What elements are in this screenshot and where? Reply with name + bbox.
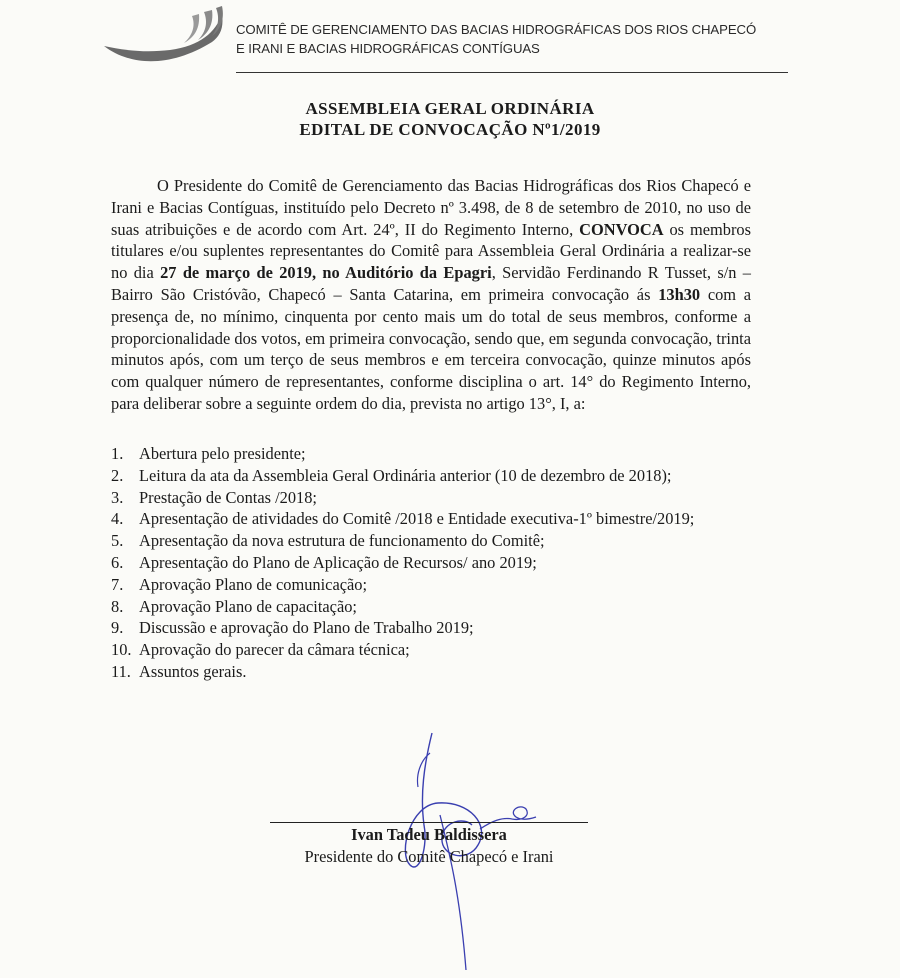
list-item: 3. Prestação de Contas /2018; bbox=[111, 487, 317, 507]
swoosh-logo-icon bbox=[100, 6, 228, 72]
organization-name-line2: E IRANI E BACIAS HIDROGRÁFICAS CONTÍGUAS bbox=[236, 41, 540, 56]
list-item: 6. Apresentação do Plano de Aplicação de Recursos/ ano 2019; bbox=[111, 552, 537, 572]
meeting-date-place: 27 de março de 2019, no Auditório da Epagri bbox=[160, 263, 492, 283]
signatory-role: Presidente do Comitê Chapecó e Irani bbox=[304, 847, 554, 866]
list-item: 2. Leitura da ata da Assembleia Geral Ordinária anterior (10 de dezembro de 2018); bbox=[111, 465, 672, 485]
body-segment-4: com a presença de, no mínimo, cinquenta por cento mais um do total de seus membros, conforme a proporcionalidade dos votos, em primeira convocação, sendo que, em segunda convocação, trinta minutos após, com um terço de seus membros e em terceira convocação, quinze minutos após com qualquer número de representantes, conforme disciplina o art. 14° do Regimento Interno, para deliberar sobre a seguinte ordem do dia, prevista no artigo 13°, I, a: bbox=[111, 284, 752, 413]
list-item: 10. Aprovação do parecer da câmara técnica; bbox=[111, 640, 410, 660]
organization-name-line1: COMITÊ DE GERENCIAMENTO DAS BACIAS HIDROGRÁFICAS DOS RIOS CHAPECÓ bbox=[236, 22, 757, 37]
signature-line bbox=[270, 822, 588, 823]
list-item: 7. Aprovação Plano de comunicação; bbox=[111, 574, 368, 594]
convoca-keyword: CONVOCA bbox=[579, 219, 664, 239]
agenda-list bbox=[111, 443, 751, 683]
document-title: ASSEMBLEIA GERAL ORDINÁRIA bbox=[305, 99, 595, 118]
meeting-time: 13h30 bbox=[658, 284, 701, 304]
body-segment-3: , Servidão Ferdinando R Tusset, s/n – Bairro São Cristóvão, Chapecó – Santa Catarina, em primeira convocação ás bbox=[111, 263, 751, 304]
body-segment-1: O Presidente do Comitê de Gerenciamento das Bacias Hidrográficas dos Rios Chapecó e Irani e Bacias Contíguas, instituído pelo Decreto nº 3.498, de 8 de setembro de 2010, no uso de suas atribuições e de acordo com Art. 24º, II do Regimento Interno, bbox=[111, 176, 751, 239]
list-item: 4. Apresentação de atividades do Comitê /2018 e Entidade executiva-1º bimestre/2019; bbox=[111, 509, 695, 529]
body-segment-2: os membros titulares e/ou suplentes representantes do Comitê para Assembleia Geral Ordinária a realizar-se no dia bbox=[111, 219, 751, 283]
signatory-name: Ivan Tadeu Baldissera bbox=[351, 825, 507, 844]
letterhead bbox=[0, 0, 900, 82]
list-item: 8. Aprovação Plano de capacitação; bbox=[111, 596, 357, 616]
list-item: 11. Assuntos gerais. bbox=[111, 661, 247, 681]
document-subtitle: EDITAL DE CONVOCAÇÃO Nº1/2019 bbox=[299, 120, 601, 139]
convocation-paragraph bbox=[111, 175, 751, 415]
organization-name bbox=[236, 20, 756, 58]
list-item: 9. Discussão e aprovação do Plano de Trabalho 2019; bbox=[111, 618, 474, 638]
list-item: 5. Apresentação da nova estrutura de funcionamento do Comitê; bbox=[111, 531, 545, 551]
list-item: 1. Abertura pelo presidente; bbox=[111, 444, 306, 463]
header-divider bbox=[236, 72, 788, 73]
